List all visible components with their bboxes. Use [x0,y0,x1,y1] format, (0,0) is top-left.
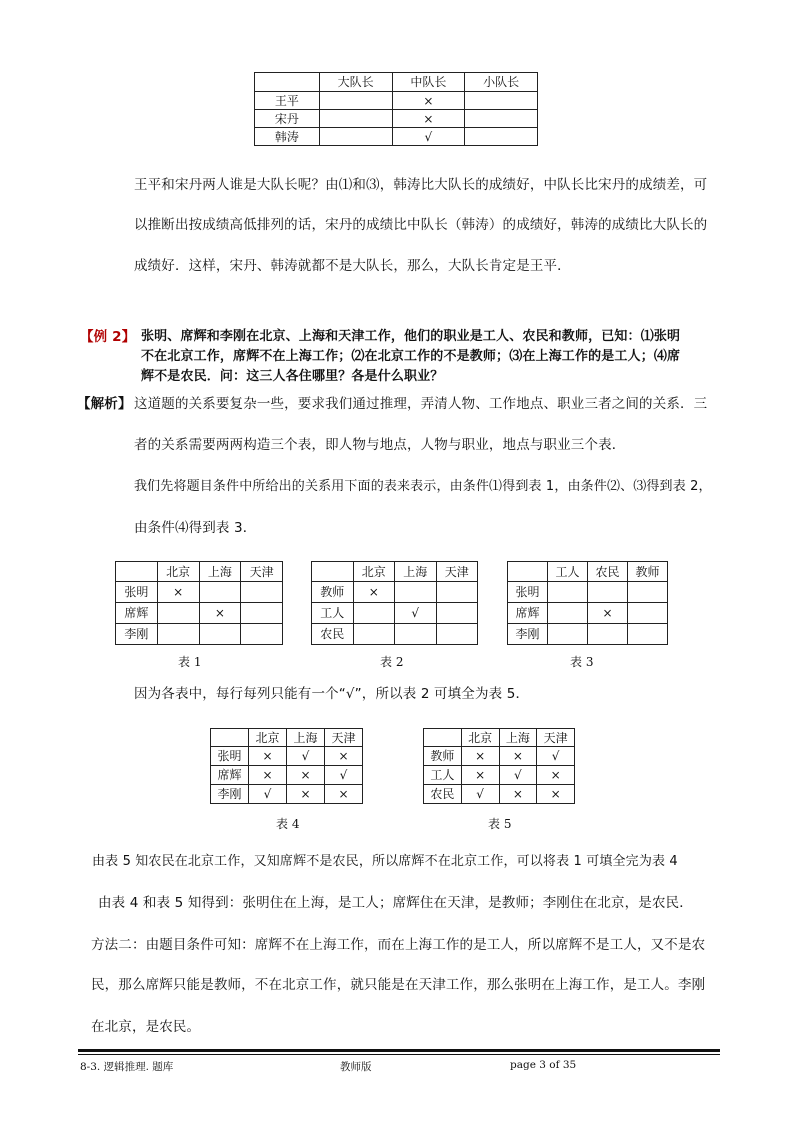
top-table-cell: √ [392,128,465,146]
table-3-cell [548,603,588,624]
table-5-cell: × [499,785,537,804]
table-3-row [508,603,668,624]
table-5-row-label: 工人 [424,766,462,785]
table-4-cell: × [287,766,325,785]
top-table-cell [319,92,392,110]
table-2-header-cell: 北京 [353,562,395,582]
table-3-cell [548,624,588,645]
table-4-cell: √ [249,785,287,804]
table-2-row-label: 工人 [312,603,354,624]
table-4-header-cell: 上海 [287,729,325,747]
table-5-row [424,747,575,766]
table-4-row [211,747,363,766]
top-table-cell: × [392,92,465,110]
top-table-header-cell [255,73,320,92]
table-1-cell [157,624,199,645]
example2-line-2: 不在北京工作，席辉不在上海工作；⑵在北京工作的不是教师；⑶在上海工作的是工人；⑷席 [141,349,681,364]
table-5-row-label: 农民 [424,785,462,804]
table-4-caption: 表 4 [276,817,300,831]
top-table-cell [465,128,538,146]
table-3-header-row [508,562,668,582]
table-1-header-cell: 天津 [241,562,283,582]
table-5 [423,728,575,804]
top-table-row [255,128,538,146]
table-1-row [116,603,283,624]
table-3-header-cell: 农民 [588,562,628,582]
top-table-header-row [255,73,538,92]
analysis-line-3: 我们先将题目条件中所给出的关系用下面的表来表示，由条件⑴得到表 1，由条件⑵、⑶得到表 2， [134,479,712,494]
top-table-row-label: 王平 [255,92,320,110]
top-table-header-cell: 大队长 [319,73,392,92]
table-4-header-cell [211,729,249,747]
table-2-cell [436,603,478,624]
table-3-cell [628,582,668,603]
table-1-cell: × [199,603,241,624]
table-5-cell: × [461,747,499,766]
table-3-row-label: 席辉 [508,603,548,624]
table-4-cell: × [249,747,287,766]
top-table-header-cell: 中队长 [392,73,465,92]
table-5-header-cell [424,729,462,747]
table-4-row [211,785,363,804]
table-5-header-cell: 上海 [499,729,537,747]
table-1-row-label: 席辉 [116,603,158,624]
method2-line-1: 方法二：由题目条件可知：席辉不在上海工作，而在上海工作的是工人，所以席辉不是工人，又不是农 [91,937,706,953]
conclusion-line-1: 由表 5 知农民在北京工作，又知席辉不是农民，所以席辉不在北京工作，可以将表 1 可填全完为表 4 [92,854,678,869]
top-table-cell: × [392,110,465,128]
table-3-row-label: 张明 [508,582,548,603]
table-5-header-row [424,729,575,747]
table-1-cell: × [157,582,199,603]
table-5-row [424,766,575,785]
table-1-row [116,582,283,603]
table-5-cell: √ [537,747,575,766]
table-2-cell [436,624,478,645]
table-4-cell: √ [325,766,363,785]
table-5-cell: × [537,785,575,804]
table-1-header-cell [116,562,158,582]
table-1-cell [157,603,199,624]
table-1-row-label: 张明 [116,582,158,603]
table-3-cell [588,582,628,603]
table-3-row [508,624,668,645]
table-3-header-cell [508,562,548,582]
table-1-cell [241,603,283,624]
table-3-row-label: 李刚 [508,624,548,645]
table-2-cell [353,624,395,645]
table-3-cell [548,582,588,603]
table-4-header-row [211,729,363,747]
table-1-caption: 表 1 [178,655,202,669]
table-2-cell [395,582,437,603]
table-2-row [312,603,478,624]
top-table-header-cell: 小队长 [465,73,538,92]
table-2 [311,561,478,645]
table-2-cell [353,603,395,624]
table-4-row-label: 张明 [211,747,249,766]
table-4-row-label: 李刚 [211,785,249,804]
table-4-header-cell: 北京 [249,729,287,747]
table-4-cell: √ [287,747,325,766]
table-2-cell: × [353,582,395,603]
top-table-cell [319,110,392,128]
table-4-header-cell: 天津 [325,729,363,747]
table-2-row [312,582,478,603]
table-1 [115,561,283,645]
table-5-row [424,785,575,804]
footer-rule-thick [78,1049,720,1052]
table-2-header-cell: 上海 [395,562,437,582]
footer-rule-thin [78,1054,720,1055]
table-1-header-row [116,562,283,582]
table-4-cell: × [249,766,287,785]
table-3-cell [588,624,628,645]
table-1-cell [241,582,283,603]
footer-right: page 3 of 35 [510,1059,577,1071]
table-2-row [312,624,478,645]
top-table-cell [465,110,538,128]
table-3-header-cell: 工人 [548,562,588,582]
table-4-row-label: 席辉 [211,766,249,785]
table-2-cell: √ [395,603,437,624]
analysis-tag: 【解析】 [77,396,132,412]
table-2-row-label: 教师 [312,582,354,603]
para1-line-3: 成绩好．这样，宋丹、韩涛就都不是大队长，那么，大队长肯定是王平． [134,258,571,274]
table-4-row [211,766,363,785]
table-3-caption: 表 3 [570,655,594,669]
table-1-header-cell: 北京 [157,562,199,582]
para1-line-2: 以推断出按成绩高低排列的话，宋丹的成绩比中队长（韩涛）的成绩好，韩涛的成绩比大队长的 [134,217,708,233]
top-table-row-label: 宋丹 [255,110,320,128]
table-3-row [508,582,668,603]
example2-line-1: 张明、席辉和李刚在北京、上海和天津工作，他们的职业是工人、农民和教师，已知：⑴张明 [141,329,681,344]
table-2-header-cell: 天津 [436,562,478,582]
table-2-row-label: 农民 [312,624,354,645]
method2-line-3: 在北京，是农民。 [91,1019,201,1035]
table-5-cell: √ [499,766,537,785]
method2-line-2: 民，那么席辉只能是教师，不在北京工作，就只能是在天津工作，那么张明在上海工作，是工人。李刚 [91,977,706,993]
table-5-caption: 表 5 [488,817,512,831]
analysis-line-4: 由条件⑷得到表 3． [134,520,257,536]
top-table-row-label: 韩涛 [255,128,320,146]
table-1-cell [241,624,283,645]
table-3-cell [628,624,668,645]
table-4-cell: × [325,785,363,804]
conclusion-line-2: 由表 4 和表 5 知得到：张明住在上海，是工人；席辉住在天津，是教师；李刚住在北京，是农民． [98,895,693,911]
top-table-cell [319,128,392,146]
footer-center: 教师版 [340,1061,372,1073]
example2-tag: 【例 2】 [80,329,136,345]
mid-text: 因为各表中，每行每列只能有一个“√”，所以表 2 可填全为表 5． [134,686,530,702]
table-1-header-cell: 上海 [199,562,241,582]
table-5-cell: × [537,766,575,785]
table-4-cell: × [325,747,363,766]
table-1-cell [199,582,241,603]
table-4 [210,728,363,804]
top-table-row [255,110,538,128]
table-3-cell [628,603,668,624]
table-3-cell: × [588,603,628,624]
table-5-header-cell: 天津 [537,729,575,747]
table-1-row-label: 李刚 [116,624,158,645]
table-3-header-cell: 教师 [628,562,668,582]
table-2-header-row [312,562,478,582]
table-1-cell [199,624,241,645]
table-2-cell [395,624,437,645]
table-2-cell [436,582,478,603]
table-5-row-label: 教师 [424,747,462,766]
table-1-row [116,624,283,645]
top-table-cell [465,92,538,110]
example2-line-3: 辉不是农民．问：这三人各住哪里？各是什么职业？ [141,369,444,384]
footer-left: 8-3. 逻辑推理. 题库 [80,1061,174,1073]
table-3 [507,561,668,645]
table-5-header-cell: 北京 [461,729,499,747]
table-4-cell: × [287,785,325,804]
analysis-line-1: 这道题的关系要复杂一些，要求我们通过推理，弄清人物、工作地点、职业三者之间的关系．三 [134,396,708,412]
top-table [254,72,538,146]
table-5-cell: √ [461,785,499,804]
para1-line-1: 王平和宋丹两人谁是大队长呢？由⑴和⑶，韩涛比大队长的成绩好，中队长比宋丹的成绩差，可 [134,177,708,193]
table-5-cell: × [499,747,537,766]
table-5-cell: × [461,766,499,785]
analysis-line-2: 者的关系需要两两构造三个表，即人物与地点，人物与职业，地点与职业三个表． [134,437,626,453]
table-2-caption: 表 2 [380,655,404,669]
table-2-header-cell [312,562,354,582]
top-table-row [255,92,538,110]
